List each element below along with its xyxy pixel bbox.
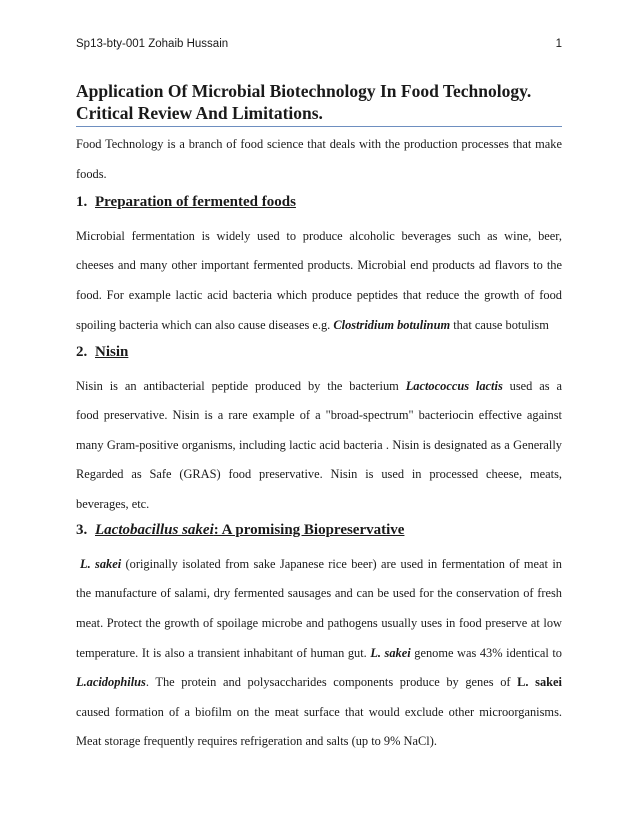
- text-run: that cause botulism: [450, 318, 549, 332]
- header-author: Sp13-bty-001 Zohaib Hussain: [76, 38, 229, 50]
- text-run: Nisin is an antibacterial peptide produced by the bacterium: [76, 379, 406, 393]
- paragraph-line: [76, 318, 562, 333]
- title-underline-rule: [76, 126, 562, 127]
- paragraph-line: food. For example lactic acid bacteria which produce peptides that reduce the growth of food: [76, 288, 562, 302]
- intro-line: Food Technology is a branch of food science that deals with the production processes that make: [76, 137, 562, 151]
- paragraph-line: [76, 646, 562, 661]
- paragraph-line: cheeses and many other important fermented products. Microbial end products ad flavors to the: [76, 258, 562, 272]
- section-number: 1.: [76, 194, 88, 210]
- intro-line: foods.: [76, 167, 107, 181]
- paragraph-line: beverages, etc.: [76, 497, 150, 511]
- paragraph-line: [76, 675, 562, 690]
- paragraph-line: [76, 379, 562, 394]
- species-name: L. sakei: [80, 557, 122, 571]
- paragraph-line: many Gram-positive organisms, including lactic acid bacteria . Nisin is designated as a Generally: [76, 438, 562, 452]
- section-title: Nisin: [95, 344, 129, 360]
- page-header: [76, 38, 562, 50]
- text-run: : A promising Biopreservative: [213, 522, 405, 538]
- text-run: (originally isolated from sake Japanese rice beer) are used in fermentation of meat in: [121, 557, 562, 571]
- species-name: L.acidophilus: [76, 675, 146, 689]
- paragraph-line: food preservative. Nisin is a rare example of a "broad-spectrum" bacteriocin effective against: [76, 408, 562, 422]
- species-name: Clostridium botulinum: [333, 318, 451, 332]
- section-3-heading: [76, 522, 404, 539]
- section-title: [95, 522, 404, 538]
- paragraph-line: Meat storage frequently requires refrigeration and salts (up to 9% NaCl).: [76, 734, 437, 748]
- paragraph-line: Regarded as Safe (GRAS) food preservative. Nisin is used in processed cheese, meats,: [76, 467, 562, 481]
- text-run: genome was 43% identical to: [410, 646, 562, 660]
- species-name: Lactobacillus sakei: [95, 522, 214, 538]
- paragraph-line: the manufacture of salami, dry fermented sausages and can be used for the conservation of fresh: [76, 586, 562, 600]
- species-name: L. sakei: [370, 646, 411, 660]
- paragraph-line: caused formation of a biofilm on the meat surface that would exclude other microorganisms.: [76, 705, 562, 719]
- text-run: . The protein and polysaccharides components produce by genes of: [145, 675, 518, 689]
- title-line-1: Application Of Microbial Biotechnology In Food Technology.: [76, 81, 532, 101]
- text-run: spoiling bacteria which can also cause diseases e.g.: [76, 318, 334, 332]
- section-title: Preparation of fermented foods: [95, 194, 296, 210]
- section-1-heading: [76, 194, 296, 211]
- section-number: 3.: [76, 522, 88, 538]
- species-name: Lactococcus lactis: [405, 379, 503, 393]
- text-run: used as a: [502, 379, 562, 393]
- species-name: L. sakei: [517, 675, 562, 689]
- section-2-heading: [76, 344, 128, 361]
- paragraph-line: [80, 557, 562, 572]
- text-run: temperature. It is also a transient inhabitant of human gut.: [76, 646, 371, 660]
- document-title: [76, 80, 562, 124]
- title-line-2: Critical Review And Limitations.: [76, 103, 323, 123]
- section-number: 2.: [76, 344, 88, 360]
- page-number: 1: [555, 38, 562, 50]
- paragraph-line: meat. Protect the growth of spoilage microbe and pathogens usually uses in food preserve at low: [76, 616, 562, 630]
- paragraph-line: Microbial fermentation is widely used to produce alcoholic beverages such as wine, beer,: [76, 229, 562, 243]
